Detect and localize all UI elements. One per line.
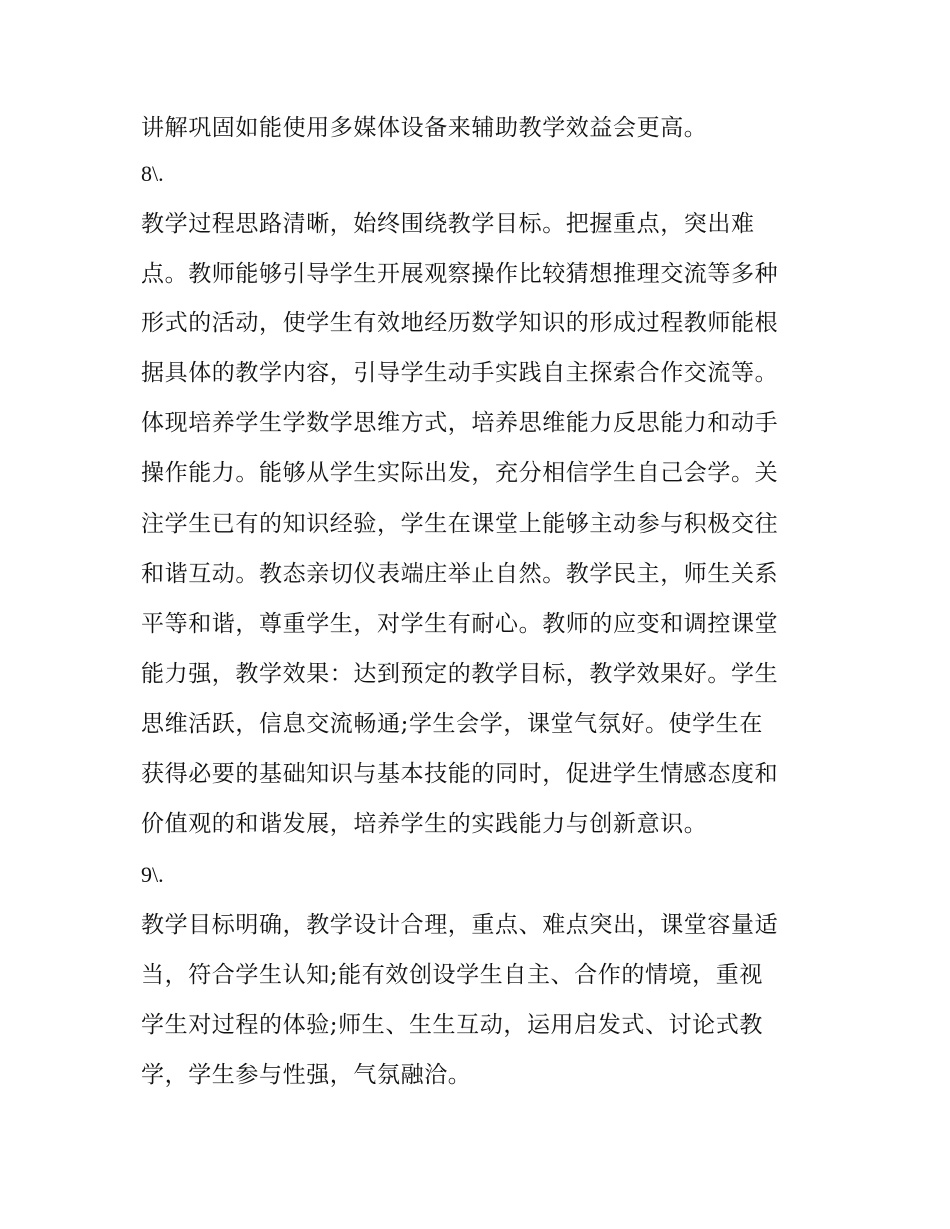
- text-line: 价值观的和谐发展，培养学生的实践能力与创新意识。: [141, 811, 708, 837]
- section-number-9: 9\.: [141, 862, 164, 887]
- text-line: 注学生已有的知识经验，学生在课堂上能够主动参与积极交往: [141, 511, 779, 537]
- text-line: 操作能力。能够从学生实际出发，充分相信学生自己会学。关: [141, 460, 779, 486]
- text-line: 思维活跃，信息交流畅通;学生会学，课堂气氛好。使学生在: [141, 711, 763, 737]
- text-line: 学，学生参与性强，气氛融洽。: [141, 1062, 472, 1088]
- text-line: 点。教师能够引导学生开展观察操作比较猜想推理交流等多种: [141, 261, 779, 287]
- text-line: 讲解巩固如能使用多媒体设备来辅助教学效益会更高。: [141, 115, 708, 141]
- text-line: 教学目标明确，教学设计合理，重点、难点突出，课堂容量适: [141, 912, 779, 938]
- text-line: 和谐互动。教态亲切仪表端庄举止自然。教学民主，师生关系: [141, 561, 779, 587]
- text-line: 教学过程思路清晰，始终围绕教学目标。把握重点，突出难: [141, 211, 755, 237]
- section-number-8: 8\.: [141, 161, 164, 186]
- text-line: 形式的活动，使学生有效地经历数学知识的形成过程教师能根: [141, 310, 779, 336]
- text-line: 当，符合学生认知;能有效创设学生自主、合作的情境，重视: [141, 962, 763, 988]
- text-line: 平等和谐，尊重学生，对学生有耐心。教师的应变和调控课堂: [141, 611, 779, 637]
- text-line: 获得必要的基础知识与基本技能的同时，促进学生情感态度和: [141, 761, 779, 787]
- text-line: 学生对过程的体验;师生、生生互动，运用启发式、讨论式教: [141, 1012, 763, 1038]
- text-line: 体现培养学生学数学思维方式，培养思维能力反思能力和动手: [141, 410, 779, 436]
- text-line: 据具体的教学内容，引导学生动手实践自主探索合作交流等。: [141, 360, 779, 386]
- text-line: 能力强，教学效果：达到预定的教学目标，教学效果好。学生: [141, 661, 779, 687]
